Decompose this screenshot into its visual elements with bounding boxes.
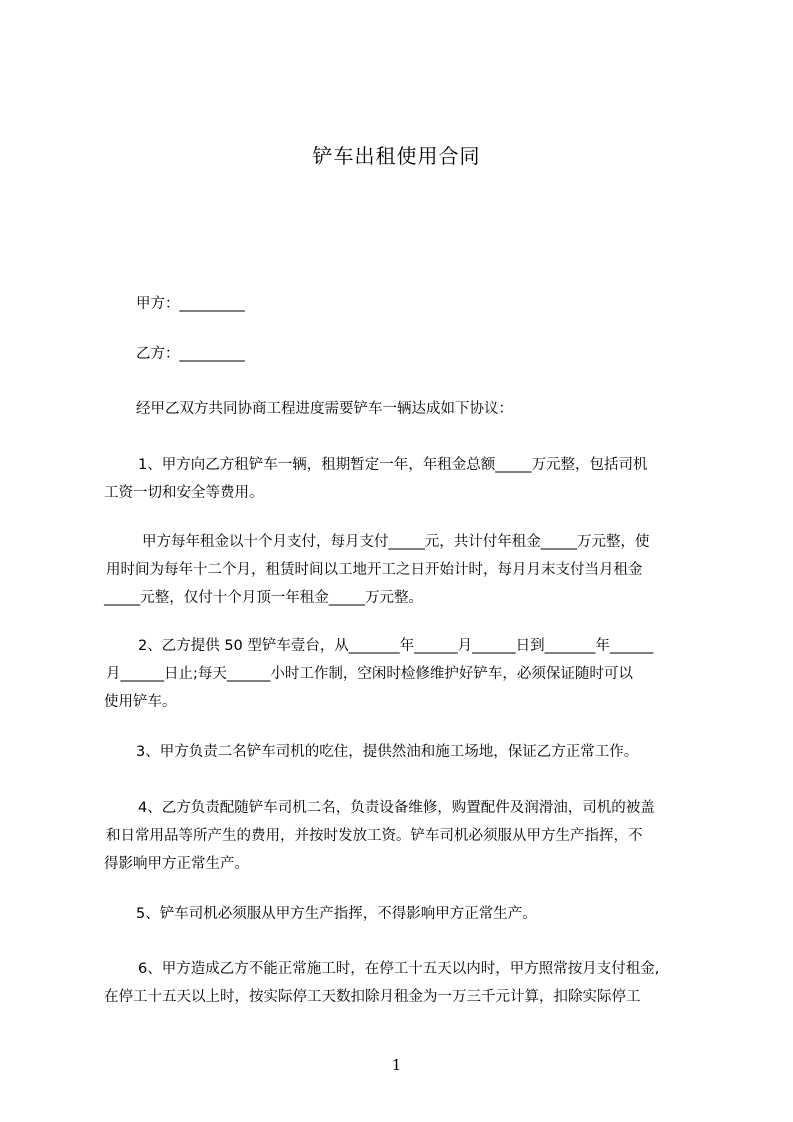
clause-4-line-1: 4、乙方负责配随铲车司机二名，负责设备维修，购置配件及润滑油，司机的被盖 xyxy=(138,800,655,816)
clause-2-line-2: 月______日止;每天______小时工作制，空闲时检修维护好铲车，必须保证随时可以 xyxy=(106,666,633,682)
clause-6 xyxy=(104,955,704,1011)
clause-6-line-1: 6、甲方造成乙方不能正常施工时，在停工十五天以内时，甲方照常按月支付租金, xyxy=(138,961,660,977)
party-a-line: 甲方：_________ xyxy=(136,296,245,312)
party-b-line: 乙方：_________ xyxy=(136,346,245,362)
clause-6-line-2: 在停工十五天以上时，按实际停工天数扣除月租金为一万三千元计算，扣除实际停工 xyxy=(104,989,641,1005)
clause-2 xyxy=(104,632,704,716)
payment-paragraph xyxy=(104,528,704,612)
page-number: 1 xyxy=(391,1056,402,1074)
payment-line-2: 用时间为每年十二个月，租赁时间以工地开工之日开始计时，每月月末支付当月租金 xyxy=(106,562,643,578)
clause-2-line-1: 2、乙方提供 50 型铲车壹台，从_______年______月______日到_______年______ xyxy=(138,638,654,654)
intro-paragraph: 经甲乙双方共同协商工程进度需要铲车一辆达成如下协议： xyxy=(136,401,513,417)
clause-1 xyxy=(104,451,704,507)
clause-4-line-2: 和日常用品等所产生的费用，并按时发放工资。铲车司机必须服从甲方生产指挥，不 xyxy=(106,828,643,844)
clause-5: 5、铲车司机必须服从甲方生产指挥，不得影响甲方正常生产。 xyxy=(136,906,537,922)
clause-1-line-1: 1、甲方向乙方租铲车一辆，租期暂定一年，年租金总额_____万元整，包括司机 xyxy=(138,457,648,473)
clause-3: 3、甲方负责二名铲车司机的吃住，提供然油和施工场地，保证乙方正常工作。 xyxy=(136,744,639,760)
payment-line-1: 甲方每年租金以十个月支付，每月支付_____元，共计付年租金_____万元整，使 xyxy=(142,534,650,550)
clause-1-line-2: 工资一切和安全等费用。 xyxy=(104,485,264,501)
document-title: 铲车出租使用合同 xyxy=(312,144,481,168)
clause-4-line-3: 得影响甲方正常生产。 xyxy=(104,856,249,872)
payment-line-3: _____元整，仅付十个月顶一年租金_____万元整。 xyxy=(104,590,423,606)
clause-2-line-3: 使用铲车。 xyxy=(104,694,177,710)
clause-4 xyxy=(104,794,704,878)
